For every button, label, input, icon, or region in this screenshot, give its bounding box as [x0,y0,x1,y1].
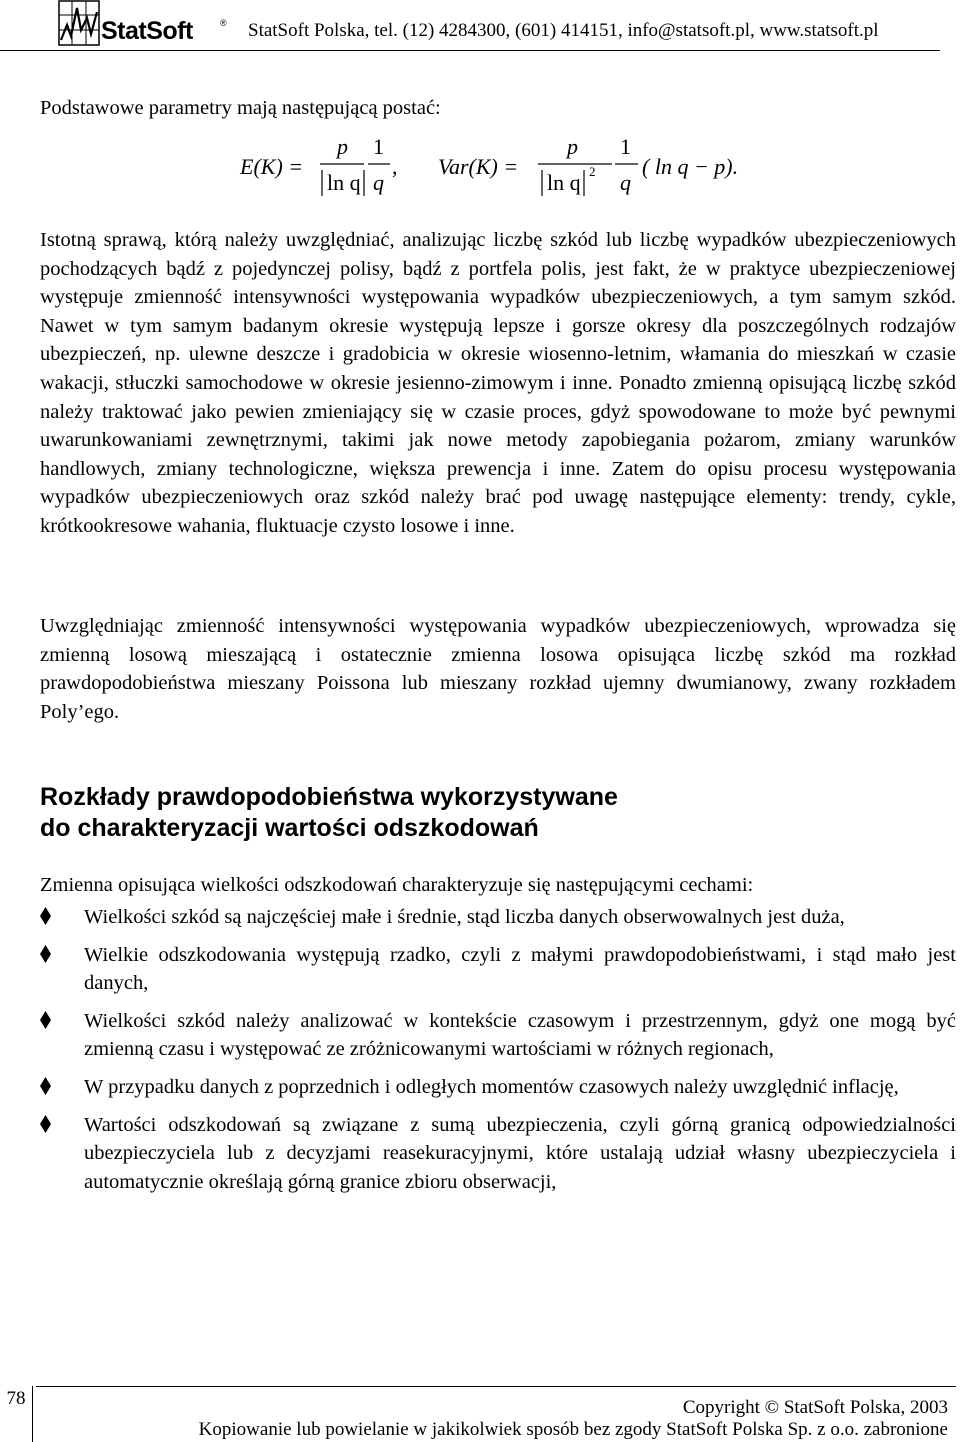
footer-copyright: Copyright © StatSoft Polska, 2003 [682,1397,948,1418]
formula-row [40,130,920,200]
list-item [40,903,956,932]
expectation-numerator-1: 1 [373,134,384,159]
list-item [40,1073,956,1102]
expectation-separator: , [392,154,398,179]
diamond-bullet-icon [40,1011,51,1029]
diamond-bullet-icon [40,1077,51,1095]
footer-notice: Kopiowanie lub powielanie w jakikolwiek sposób bez zgody StatSoft Polska Sp. z o.o. zabronione [198,1419,948,1440]
lead-in: Zmienna opisująca wielkości odszkodowań charakteryzuje się następującymi cechami: [40,874,754,896]
page-number-divider [32,1386,33,1442]
feature-list [40,903,956,1205]
section-heading-line-1: Rozkłady prawdopodobieństwa wykorzystywane [40,783,618,811]
intro-line: Podstawowe parametry mają następującą postać: [40,97,441,119]
list-item-text: Wielkości szkód należy analizować w kontekście czasowym i przestrzennym, gdyż one mogą być zmienną czasu i występować ze zróżnicowanymi wartościami w różnych regionach, [84,1009,956,1061]
statsoft-logo [58,0,226,46]
header-divider [0,50,940,51]
variance-formula [438,134,738,196]
section-heading [40,782,920,844]
expectation-denominator-ln-q: ln q [327,170,361,195]
paragraph-1-text: Istotną sprawą, którą należy uwzględniać, analizując liczbę szkód lub liczbę wypadków ubezpieczeniowych pochodzących bądź z pojedynczej polisy, bądź z portfela polis, jest fakt, że w praktyce ubezpieczeniowej występuje zmienność intensywności występowania wypadków ubezpieczeniowych, a tym samym szkód. Nawet w tym samym badanym okresie występują lepsze i gorsze okresy dla poszczególnych rodzajów ubezpieczeń, np. ulewne deszcze i gradobicia w okresie wiosenno-letnim, włamania do mieszkań w czasie wakacji, stłuczki samochodowe w okresie jesienno-zimowym i inne. Ponadto zmienną opisującą liczbę szkód należy traktować jako pewien zmieniający się w czasie proces, gdyż spowodowane to może być pewnymi uwarunkowaniami zewnętrznymi, takimi jak nowe metody zapobiegania pożarom, zmiany warunków handlowych, zmiany technologiczne, większa prewencja i inne. Zatem do opisu procesu występowania wypadków ubezpieczeniowych oraz szkód należy brać pod uwagę następujące elementy: trendy, cykle, krótkookresowe wahania, fluktuacje czysto losowe i inne. [40,229,956,537]
paragraph-1 [40,226,956,541]
list-item-text: Wielkie odszkodowania występują rzadko, czyli z małymi prawdopodobieństwami, i stąd mało jest danych, [84,943,956,995]
paragraph-2 [40,612,956,726]
variance-numerator-1: 1 [620,134,631,159]
footer-divider [36,1386,956,1387]
variance-exponent: 2 [589,164,596,179]
variance-tail: ( ln q − p). [642,154,739,179]
variance-lhs: Var(K) = [438,154,519,179]
variance-denominator-q: q [620,170,631,195]
diamond-bullet-icon [40,907,51,925]
registered-mark: ® [220,18,227,28]
list-item-text: W przypadku danych z poprzednich i odległych momentów czasowych należy uwzględnić inflację, [84,1075,899,1098]
list-item-text: Wartości odszkodowań są związane z sumą ubezpieczenia, czyli górną granicą odpowiedzialności ubezpieczyciela lub z decyzjami reasekuracyjnymi, które ustalają udział własny ubezpieczyciela i automatycznie określają górną granice zbioru obserwacji, [84,1113,956,1193]
diamond-bullet-icon [40,1115,51,1133]
variance-denominator-ln-q: ln q [547,170,581,195]
header-contact: StatSoft Polska, tel. (12) 4284300, (601) 414151, info@statsoft.pl, www.statsoft.pl [248,20,879,41]
expectation-lhs: E(K) = [240,154,304,179]
list-item-text: Wielkości szkód są najczęściej małe i średnie, stąd liczba danych obserwowalnych jest duża, [84,906,845,928]
list-item [40,941,956,998]
expectation-denominator-q: q [373,170,384,195]
formulas-svg [40,130,920,200]
statsoft-logo-mark-icon [58,0,102,46]
diamond-bullet-icon [40,945,51,963]
expectation-formula [239,134,398,196]
page-header [58,0,938,46]
variance-numerator-p: p [567,134,578,159]
list-item [40,1111,956,1197]
expectation-numerator-p: p [337,134,348,159]
list-item [40,1007,956,1064]
section-heading-line-2: do charakteryzacji wartości odszkodowań [40,814,539,842]
logo-wordmark: StatSoft [101,17,193,45]
paragraph-2-text: Uwzględniając zmienność intensywności występowania wypadków ubezpieczeniowych, wprowadza się zmienną losową mieszającą i ostatecznie zmienna losowa opisująca liczbę szkód ma rozkład prawdopodobieństwa mieszany Poissona lub mieszany rozkład ujemny dwumianowy, zwany rozkładem Poly’ego. [40,615,956,723]
page-number: 78 [6,1388,26,1409]
